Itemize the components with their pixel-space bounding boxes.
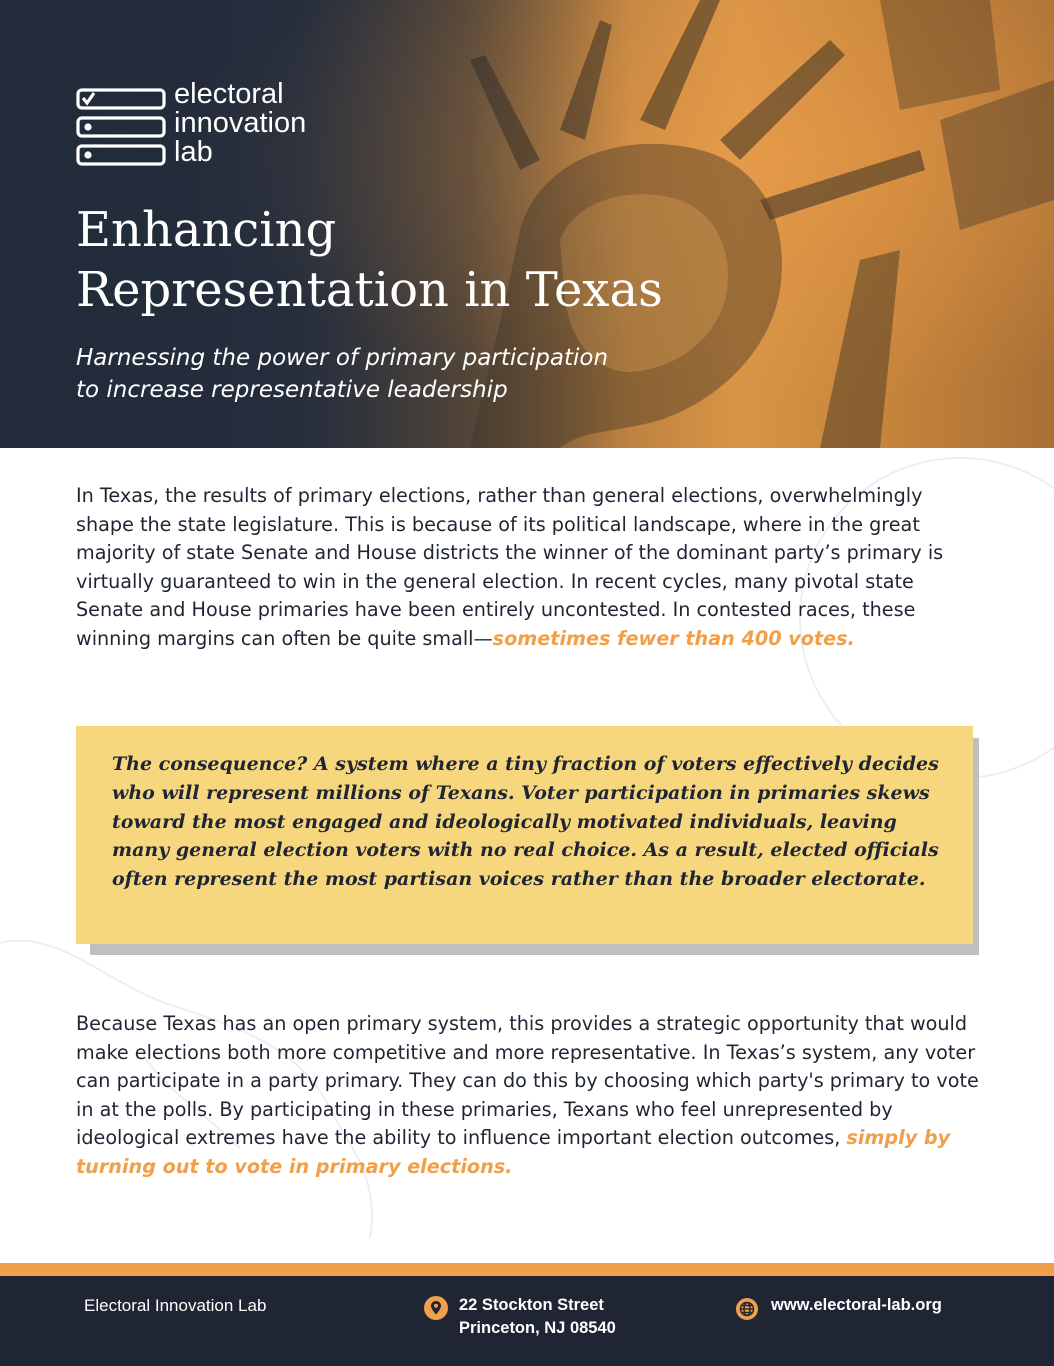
ballot-checklist-icon xyxy=(76,86,166,168)
title-line-1: Enhancing xyxy=(76,202,337,258)
intro-paragraph xyxy=(76,482,986,654)
logo-line-1: electoral xyxy=(174,78,284,110)
intro-text: In Texas, the results of primary elections, rather than general elections, overwhelmingly shape the state legislature. This is because of its political landscape, where in the great majority of state Senate and House districts the winner of the dominant party’s primary is virtually guaranteed to win in the general election. In recent cycles, many pivotal state Senate and House primaries have been entirely uncontested. In contested races, these winning margins can often be quite small— xyxy=(76,484,944,650)
body-highlight: simply by turning out to vote in primary elections. xyxy=(76,1126,951,1178)
footer-org-name: Electoral Innovation Lab xyxy=(84,1296,267,1315)
logo-line-3: lab xyxy=(174,136,213,168)
body-paragraph xyxy=(76,1010,986,1182)
subtitle-line-2: to increase representative leadership xyxy=(76,377,508,403)
logo-wordmark xyxy=(174,80,306,167)
page-title xyxy=(76,200,776,320)
footer xyxy=(0,1276,1054,1366)
footer-accent-bar xyxy=(0,1263,1054,1276)
footer-address-line-1: 22 Stockton Street xyxy=(459,1296,604,1314)
map-pin-icon xyxy=(424,1296,448,1320)
footer-website-link[interactable]: www.electoral-lab.org xyxy=(771,1296,942,1314)
footer-address-line-2: Princeton, NJ 08540 xyxy=(459,1319,616,1337)
page-subtitle xyxy=(76,342,776,406)
title-line-2: Representation in Texas xyxy=(76,262,663,318)
callout-text: The consequence? A system where a tiny fraction of voters effectively decides who will represent millions of Texans. Voter participation in primaries skews toward the most engaged and ideologically motivated individuals, leaving many general election voters with no real choice. As a result, elected officials often represent the most partisan voices rather than the broader electorate. xyxy=(112,753,939,891)
hero-banner xyxy=(0,0,1054,448)
subtitle-line-1: Harnessing the power of primary participation xyxy=(76,345,609,371)
intro-highlight: sometimes fewer than 400 votes. xyxy=(492,626,855,650)
callout-box xyxy=(76,726,973,944)
body-text: Because Texas has an open primary system, this provides a strategic opportunity that would make elections both more competitive and more representative. In Texas’s system, any voter can participate in a party primary. They can do this by choosing which party's primary to vote in at the polls. By participating in these primaries, Texans who feel unrepresented by ideological extremes have the ability to influence important election outcomes, xyxy=(76,1012,979,1150)
logo-line-2: innovation xyxy=(174,107,307,139)
globe-icon xyxy=(736,1298,758,1320)
